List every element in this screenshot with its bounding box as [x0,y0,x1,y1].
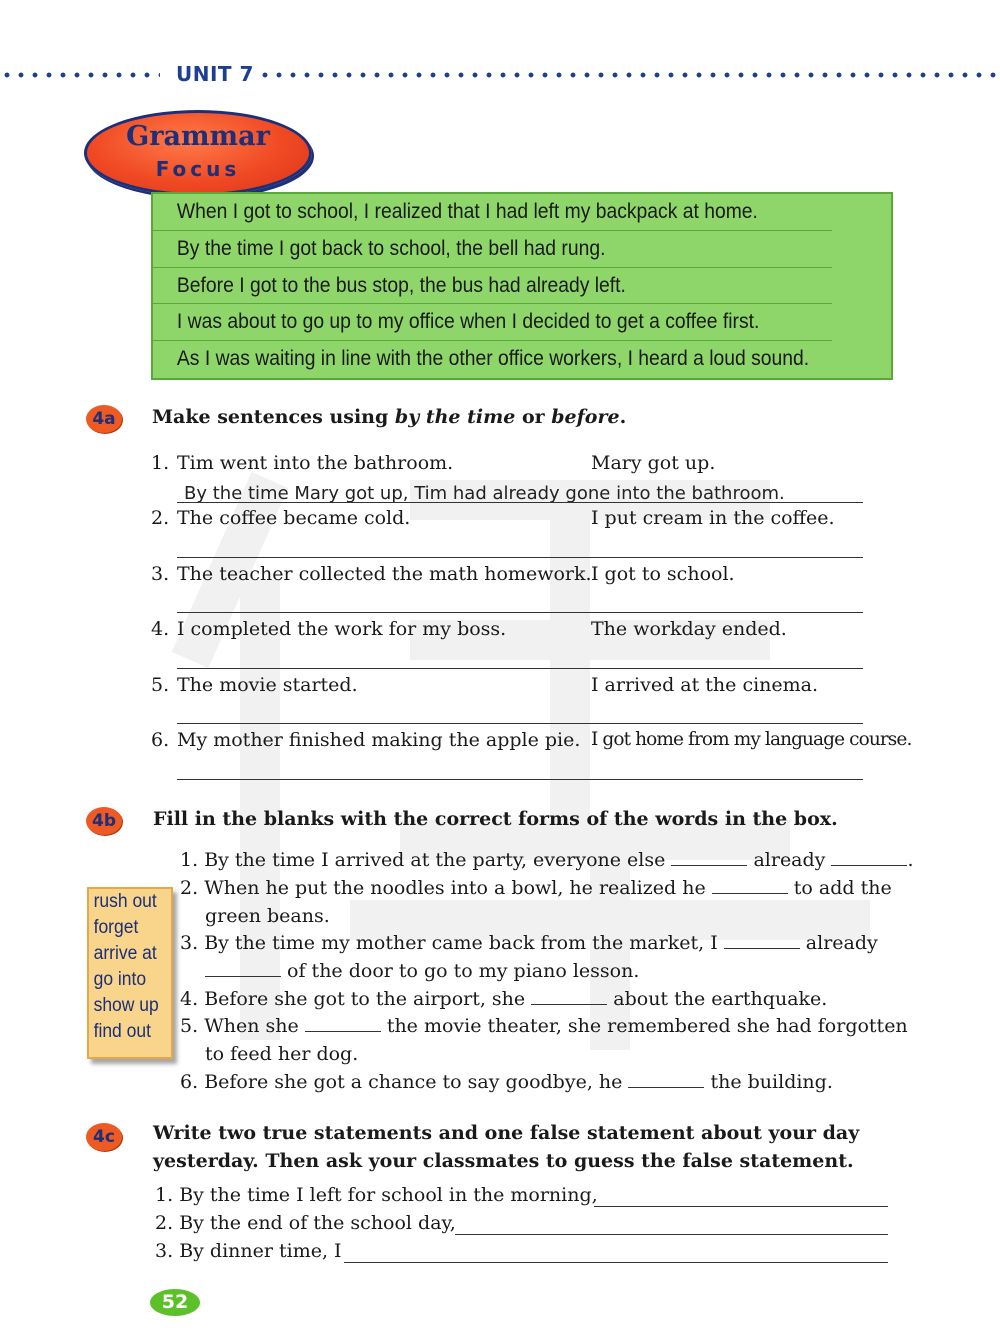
answer-line[interactable] [177,557,863,558]
answer-line[interactable] [177,779,863,780]
header-dots-right [258,72,1000,78]
grammar-focus-box [151,192,893,380]
exercise-4b-item-5: 5. When she the movie theater, she remembered she had forgotten [180,1015,908,1037]
page-number: 52 [150,1289,200,1316]
section-4c-instruction-line2: yesterday. Then ask your classmates to guess the false statement. [153,1150,854,1172]
exercise-4b-item-4: 4. Before she got to the airport, she about the earthquake. [180,988,828,1010]
answer-line[interactable] [177,723,863,724]
answer-line[interactable] [177,668,863,669]
fill-blank[interactable] [831,849,907,866]
fill-blank[interactable] [724,932,800,949]
exercise-4b-item-6: 6. Before she got a chance to say goodbye, he the building. [180,1071,833,1093]
section-4a-badge: 4a [86,405,122,433]
fill-blank[interactable] [205,960,281,977]
section-4b-badge: 4b [86,807,122,835]
exercise-4b-item-3: 3. By the time my mother came back from the market, I already [180,932,878,954]
answer-line[interactable] [177,502,863,503]
handwritten-answer: By the time Mary got up, Tim had already gone into the bathroom. [184,483,785,504]
fill-blank[interactable] [628,1071,704,1088]
section-4a-instruction: Make sentences using by the time or before. [152,406,627,428]
exercise-4b-item-2: 2. When he put the noodles into a bowl, he realized he to add the [180,877,892,899]
fill-blank[interactable] [305,1015,381,1032]
fill-blank[interactable] [671,849,747,866]
exercise-4b-item-5-cont: to feed her dog. [205,1043,359,1065]
exercise-4b-item-2-cont: green beans. [205,905,330,927]
grammar-sentence: As I was waiting in line with the other office workers, I heard a loud sound. [176,347,810,371]
answer-line[interactable] [594,1206,888,1207]
section-4c-badge: 4c [86,1123,122,1151]
grammar-sentence: Before I got to the bus stop, the bus had already left. [153,268,832,305]
exercise-4c-item-3: 3. By dinner time, I [155,1240,342,1262]
exercise-4b-item-3-cont: of the door to go to my piano lesson. [205,960,639,982]
exercise-4c-item-2: 2. By the end of the school day, [155,1212,456,1234]
word-box-item: rush out [93,891,157,912]
grammar-sentence: When I got to school, I realized that I had left my backpack at home. [153,194,832,231]
section-4b-instruction: Fill in the blanks with the correct forms of the words in the box. [153,808,838,830]
word-box-item: find out [93,1021,151,1042]
word-box-item: forget [93,917,139,938]
fill-blank[interactable] [531,988,607,1005]
word-box-item: go into [93,969,147,990]
grammar-sentence: By the time I got back to school, the bell had rung. [153,231,832,268]
exercise-4c-item-1: 1. By the time I left for school in the morning, [155,1184,598,1206]
grammar-focus-subtitle: Focus [155,157,241,181]
grammar-sentence: I was about to go up to my office when I decided to get a coffee first. [153,304,832,341]
word-box-item: show up [93,995,159,1016]
grammar-focus-title: Grammar [126,121,270,152]
answer-line[interactable] [344,1262,888,1263]
exercise-4b-item-1: 1. By the time I arrived at the party, everyone else already . [180,849,914,871]
fill-blank[interactable] [712,877,788,894]
section-4c-instruction-line1: Write two true statements and one false statement about your day [153,1122,860,1144]
answer-line[interactable] [177,612,863,613]
header-dots-left [0,72,160,78]
word-box-item: arrive at [93,943,157,964]
answer-line[interactable] [455,1234,888,1235]
unit-label: UNIT 7 [176,62,254,86]
word-box [87,887,173,1059]
grammar-focus-badge [84,110,312,196]
